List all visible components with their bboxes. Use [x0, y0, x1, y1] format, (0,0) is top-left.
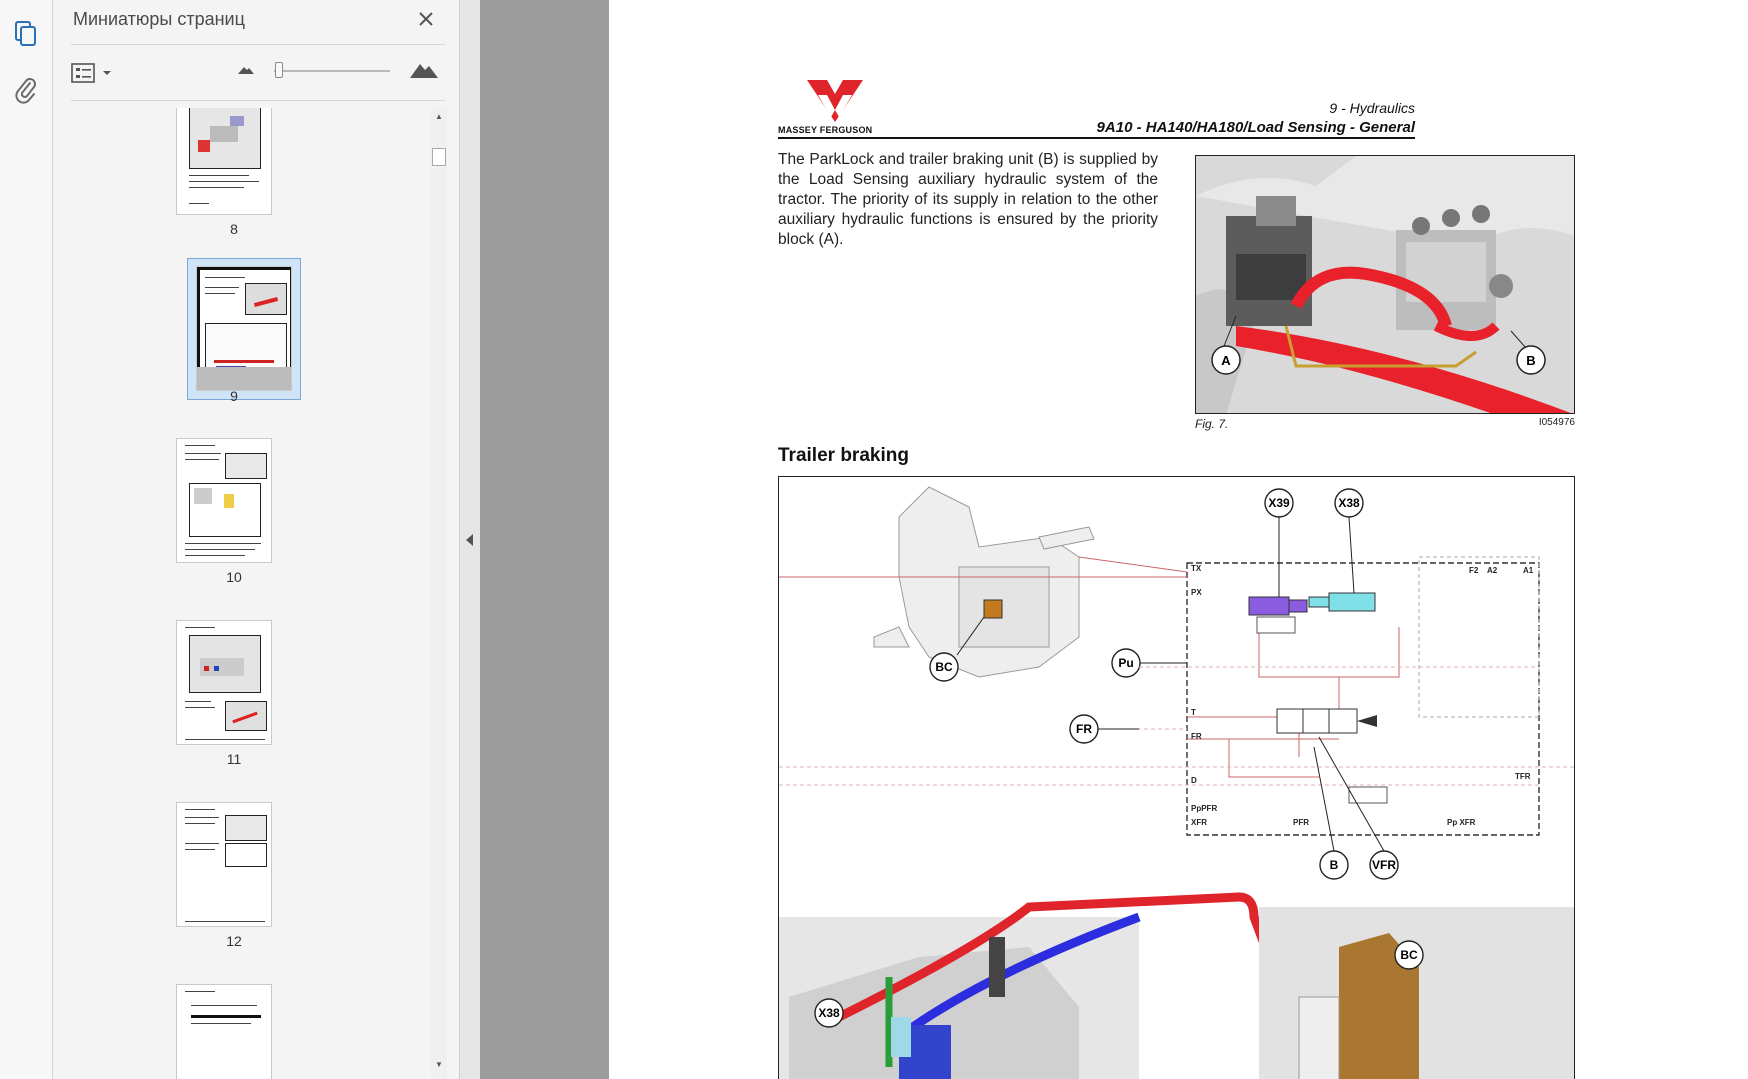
close-icon[interactable]	[413, 6, 439, 32]
thumbnail-label: 8	[230, 221, 238, 237]
port-tx: TX	[1191, 564, 1202, 573]
callout-x38-render: X38	[818, 1006, 840, 1020]
thumbnail-image	[176, 984, 272, 1079]
trailer-braking-schematic	[778, 476, 1575, 1079]
thumbnail-image	[176, 438, 272, 563]
section-label: 9 - Hydraulics	[1329, 100, 1415, 116]
port-tfr: TFR	[1515, 772, 1531, 781]
figure-caption: Fig. 7.	[1195, 417, 1229, 431]
callout-x39: X39	[1268, 496, 1290, 510]
figure-7	[1195, 155, 1575, 414]
callout-bc-render: BC	[1400, 948, 1418, 962]
callout-bc: BC	[935, 660, 953, 674]
slider-handle[interactable]	[275, 62, 283, 78]
callout-fr: FR	[1076, 722, 1092, 736]
port-t: T	[1191, 708, 1196, 717]
thumbnails-panel	[53, 0, 459, 1079]
thumbnail-image	[196, 266, 292, 391]
header-rule	[778, 137, 1415, 139]
brand-name: MASSEY FERGUSON	[778, 125, 873, 135]
tool-rail	[0, 0, 53, 1079]
callout-vfr: VFR	[1372, 858, 1396, 872]
list-options-icon	[71, 62, 97, 84]
thumbnail-image	[176, 620, 272, 745]
callout-a: A	[1221, 353, 1231, 368]
callout-b-schematic: B	[1329, 858, 1339, 872]
divider	[71, 100, 445, 101]
port-fr: FR	[1191, 732, 1202, 741]
thumbnail-label: 10	[226, 569, 242, 585]
port-px: PX	[1191, 588, 1202, 597]
attachment-icon[interactable]	[12, 76, 40, 104]
callout-pu: Pu	[1118, 656, 1134, 670]
thumbnail-options-button[interactable]	[71, 60, 117, 86]
scrollbar-thumb[interactable]	[432, 148, 446, 166]
port-pfr: PFR	[1293, 818, 1309, 827]
panel-title: Миниатюры страниц	[73, 9, 245, 29]
port-xfr: XFR	[1191, 818, 1207, 827]
collapse-arrow-icon	[466, 534, 473, 546]
port-f2: F2	[1469, 566, 1479, 575]
port-d: D	[1191, 776, 1197, 785]
body-paragraph: The ParkLock and trailer braking unit (B) is supplied by the Load Sensing auxiliary hydraulic system of the tractor. The priority of its supply in relation to the other auxiliary hydraulic functions is ensured by the priority block (A).	[778, 151, 1158, 248]
collapse-panel-handle[interactable]	[459, 0, 480, 1079]
thumbnail-scrollbar[interactable]	[431, 108, 447, 1079]
thumbnail-label: 9	[230, 388, 238, 404]
chevron-down-icon	[101, 68, 113, 78]
page-heading: 9A10 - HA140/HA180/Load Sensing - General	[1096, 119, 1415, 136]
port-ppfr: PpPFR	[1191, 804, 1218, 813]
scroll-down-icon[interactable]: ▼	[435, 1060, 443, 1069]
zoom-in-icon[interactable]	[409, 58, 439, 85]
port-a1: A1	[1523, 566, 1534, 575]
scroll-up-icon[interactable]: ▲	[435, 112, 443, 121]
thumbnail-image	[176, 802, 272, 927]
thumbnail-label: 11	[226, 751, 242, 767]
thumbnail-image	[176, 108, 272, 215]
figure-reference: I054976	[1538, 417, 1575, 428]
document-gutter	[480, 0, 609, 1079]
port-a2: A2	[1487, 566, 1498, 575]
thumbnail-label: 12	[226, 933, 242, 949]
document-page	[609, 0, 1748, 1079]
divider	[71, 44, 445, 45]
port-pp-xfr: Pp XFR	[1447, 818, 1476, 827]
callout-b: B	[1526, 353, 1536, 368]
zoom-out-icon[interactable]	[236, 60, 256, 81]
thumbnail-size-slider[interactable]	[274, 70, 390, 72]
pages-icon[interactable]	[12, 20, 40, 48]
thumbnail-list	[71, 108, 429, 1079]
section-title: Trailer braking	[778, 445, 909, 466]
callout-x38: X38	[1338, 496, 1360, 510]
